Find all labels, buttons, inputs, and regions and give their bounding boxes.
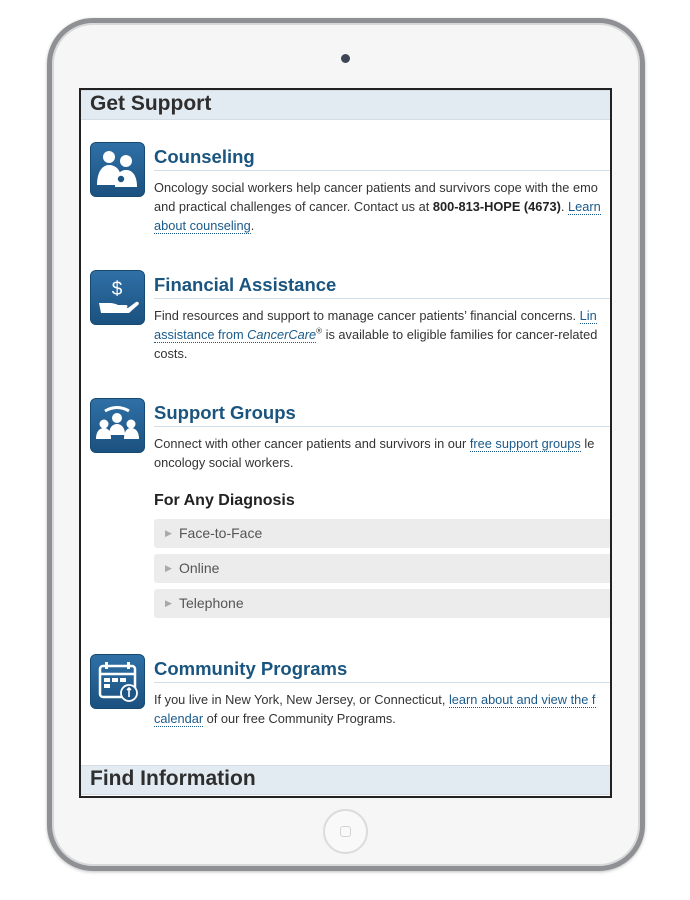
screen: [79, 88, 612, 798]
home-square-icon: [340, 826, 351, 837]
svg-text:$: $: [111, 279, 123, 300]
financial-description: Find resources and support to manage cancer patients’ financial concerns. Lin assistance from CancerCare® is available to eligible families for cancer-related costs.: [154, 308, 598, 361]
for-any-diagnosis-heading: For Any Diagnosis: [154, 492, 295, 509]
accordion-telephone[interactable]: ▶ Telephone: [154, 589, 612, 618]
expand-arrow-icon: ▶: [165, 598, 172, 608]
counseling-title[interactable]: Counseling: [154, 146, 255, 167]
counseling-icon[interactable]: [90, 142, 145, 197]
phone-number: 800-813-HOPE (4673): [432, 199, 561, 214]
counseling-description: Oncology social workers help cancer patients and survivors cope with the emo and practical challenges of cancer. Contact us at 800-813-HOPE (4673). Learn about counseling.: [154, 180, 601, 233]
financial-assistance-title[interactable]: Financial Assistance: [154, 274, 337, 295]
community-calendar-link[interactable]: learn about and view the f: [448, 692, 596, 707]
support-group-icon[interactable]: [90, 398, 145, 453]
section-title: Find Information: [90, 767, 256, 790]
expand-arrow-icon: ▶: [165, 563, 172, 573]
calendar-icon[interactable]: [90, 654, 145, 709]
expand-arrow-icon: ▶: [165, 528, 172, 538]
home-button[interactable]: [323, 809, 368, 854]
divider: [154, 682, 612, 683]
community-programs-title[interactable]: Community Programs: [154, 658, 348, 679]
free-support-groups-link[interactable]: free support groups: [469, 436, 581, 451]
accordion-face-to-face[interactable]: ▶ Face-to-Face: [154, 519, 612, 548]
learn-more-link[interactable]: Learn: [568, 199, 601, 214]
support-groups-description: Connect with other cancer patients and survivors in our free support groups le oncology social workers.: [154, 436, 595, 470]
community-description: If you live in New York, New Jersey, or Connecticut, learn about and view the f calendar of our free Community Programs.: [154, 692, 596, 726]
accordion-online[interactable]: ▶ Online: [154, 554, 612, 583]
calendar-link[interactable]: calendar: [154, 711, 204, 726]
section-title: Get Support: [90, 92, 212, 115]
section-header-find-information: [81, 765, 612, 795]
section-header-get-support: [81, 90, 612, 120]
camera-icon: [341, 54, 350, 63]
divider: [154, 170, 612, 171]
financial-link[interactable]: Lin: [579, 308, 597, 323]
dollar-hand-icon[interactable]: [90, 270, 145, 325]
divider: [154, 298, 612, 299]
divider: [154, 426, 612, 427]
support-groups-title[interactable]: Support Groups: [154, 402, 296, 423]
about-counseling-link[interactable]: about counseling: [154, 218, 251, 233]
cancercare-assistance-link[interactable]: assistance from CancerCare: [154, 327, 317, 342]
